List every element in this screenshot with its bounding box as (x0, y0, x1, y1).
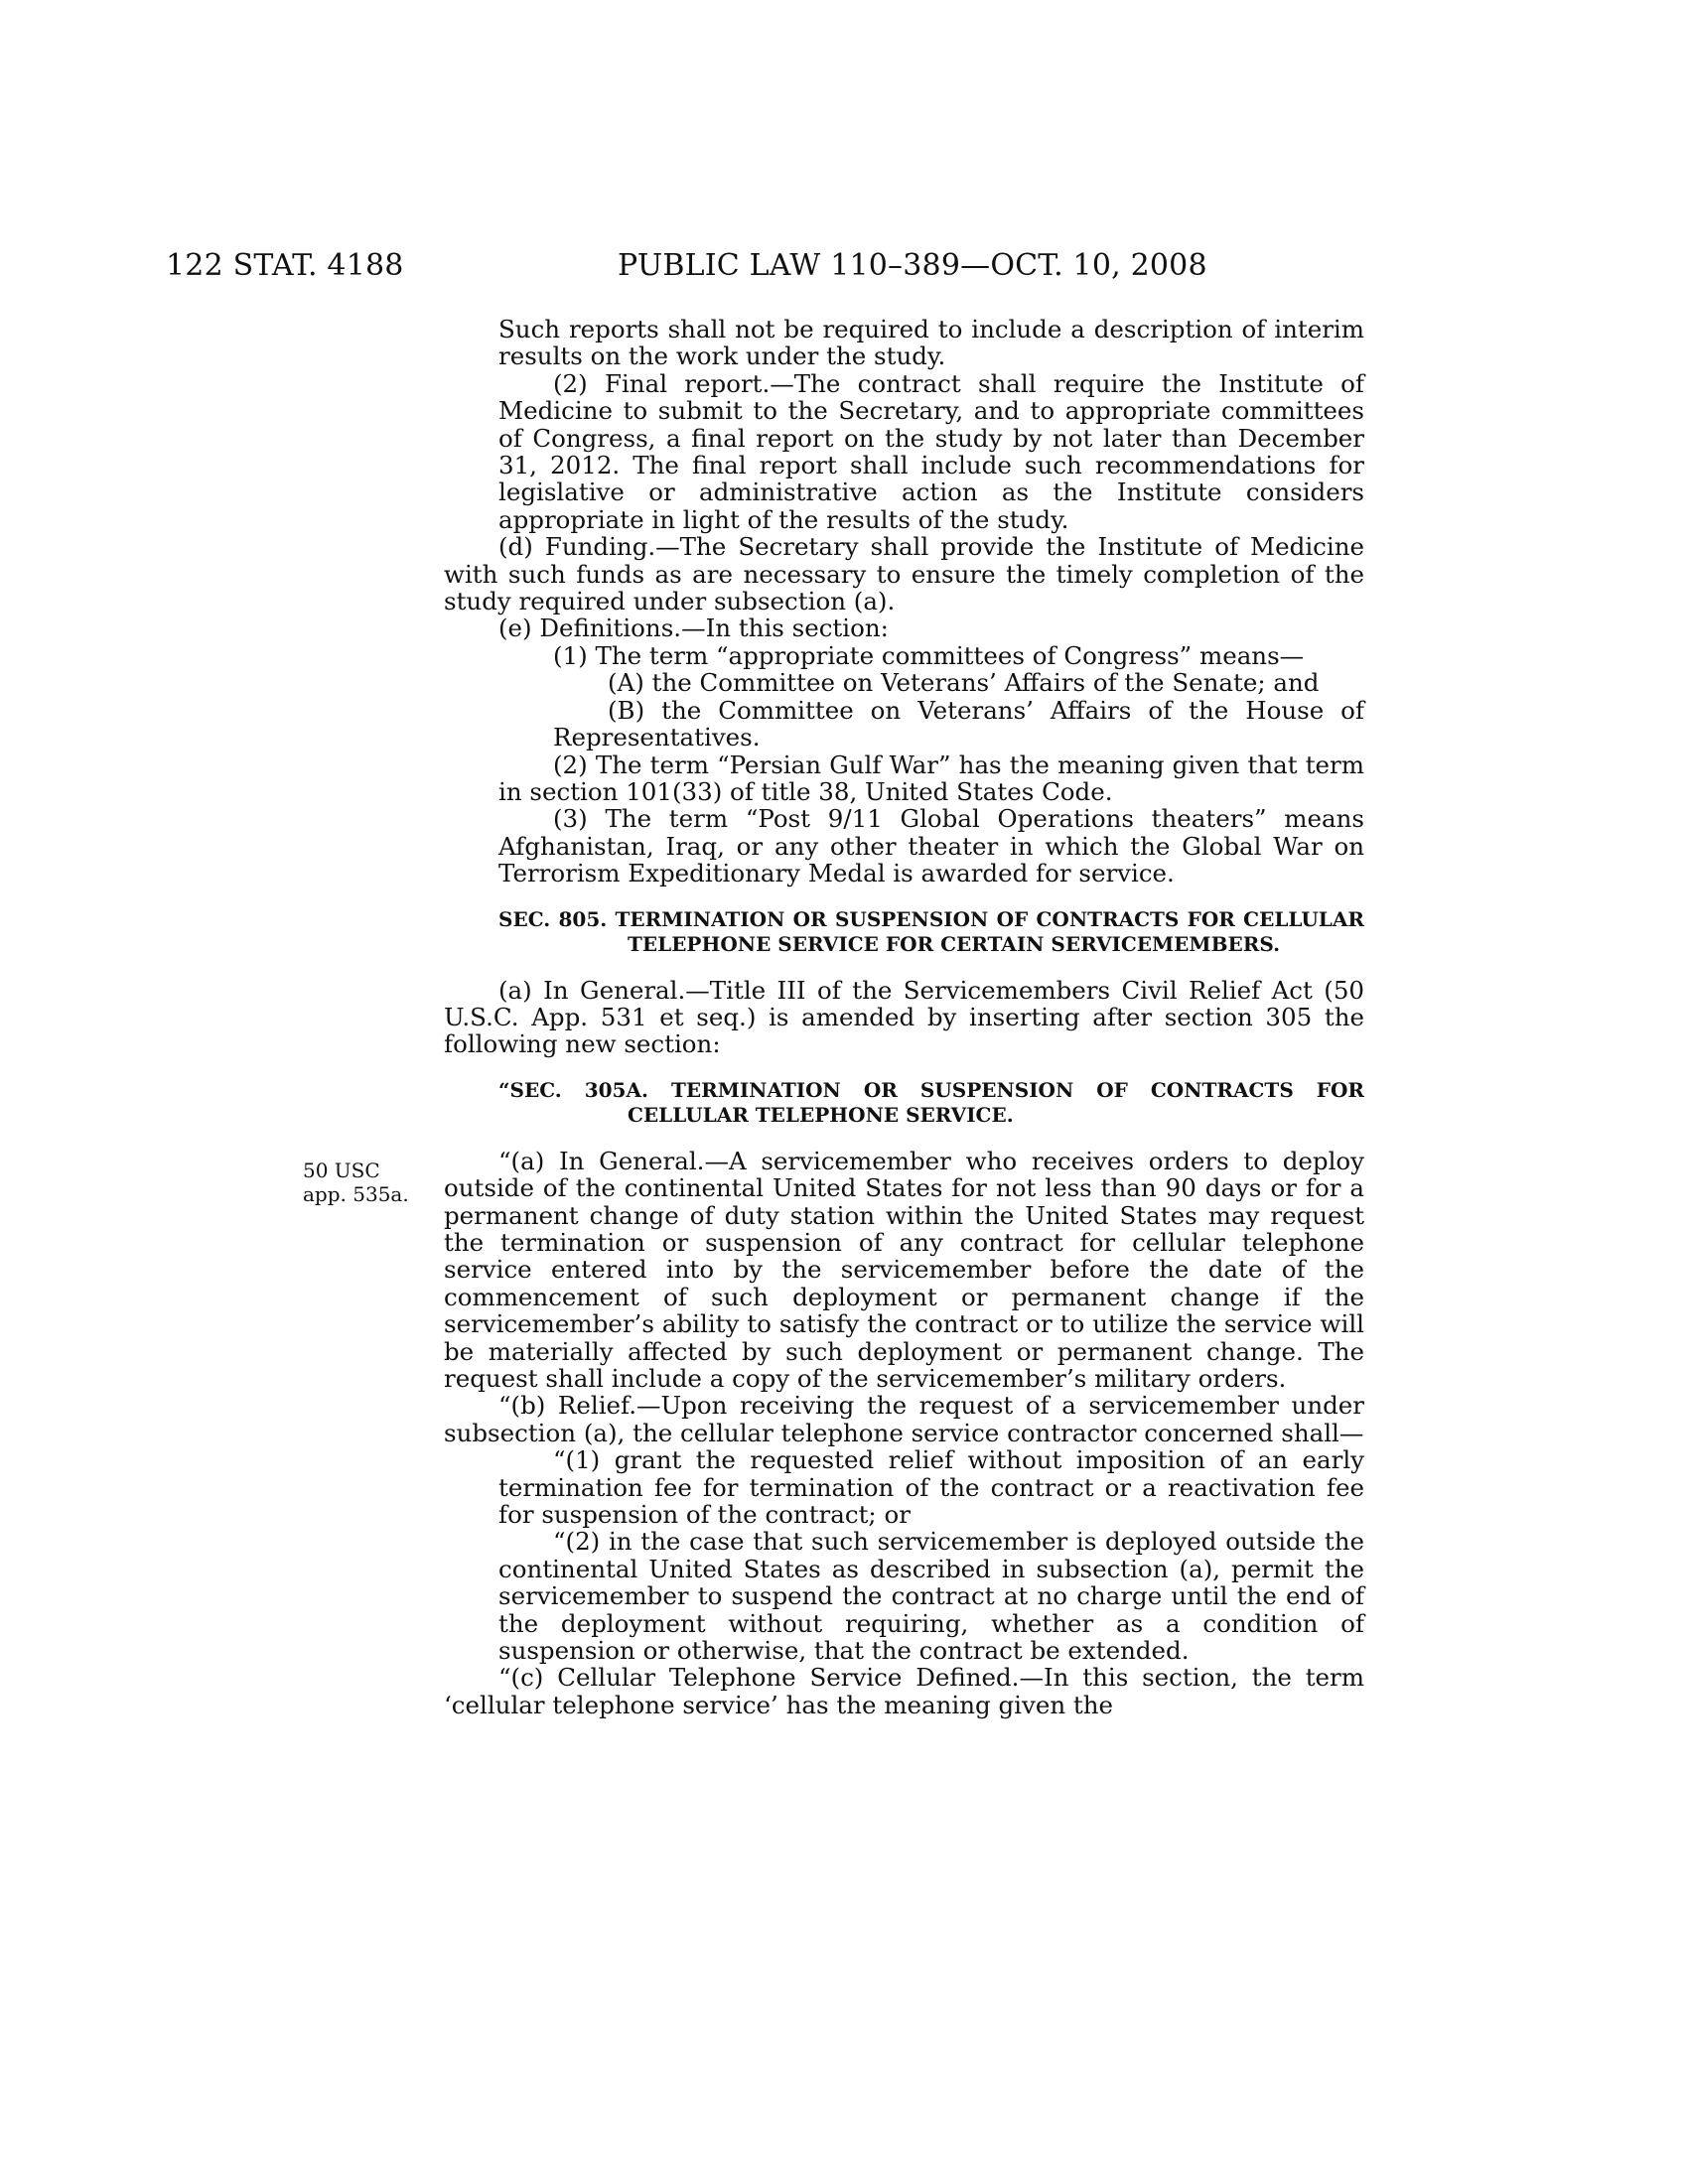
document-body (444, 315, 1364, 1719)
paragraph: (2) The term “Persian Gulf War” has the meaning given that term in section 101(33) of title 38, United States Code. (498, 750, 1364, 806)
paragraph: “(c) Cellular Telephone Service Defined.—In this section, the term ‘cellular telephone service’ has the meaning given the (444, 1663, 1364, 1719)
paragraph: (B) the Committee on Veterans’ Affairs of the House of Representatives. (553, 695, 1364, 752)
paragraph: “(2) in the case that such servicemember is deployed outside the continental United States as described in subsection (a), permit the servicemember to suspend the contract at no charge until the end of the deployment without requiring, whether as a condition of suspension or otherwise, that the contract be extended. (498, 1527, 1364, 1666)
paragraph: (A) the Committee on Veterans’ Affairs of the Senate; and (608, 668, 1320, 698)
margin-citation-line: app. 535a. (303, 1182, 409, 1206)
paragraph: “(1) grant the requested relief without imposition of an early termination fee for termination of the contract or a reactivation fee for suspension of the contract; or (498, 1445, 1364, 1530)
paragraph: (a) In General.—Title III of the Servicemembers Civil Relief Act (50 U.S.C. App. 531 et seq.) is amended by inserting after section 305 the following new section: (444, 975, 1364, 1059)
section-heading: “SEC. 305A. TERMINATION OR SUSPENSION OF CONTRACTS FOR CELLULAR TELEPHONE SERVICE. (498, 1077, 1364, 1127)
margin-citation (303, 1159, 422, 1206)
paragraph: Such reports shall not be required to include a description of interim results on the work under the study. (498, 315, 1364, 371)
paragraph: “(a) In General.—A servicemember who receives orders to deploy outside of the continental United States for not less than 90 days or for a permanent change of duty station within the United States may request the termination or suspension of any contract for cellular telephone service entered into by the servicemember before the date of the commencement of such deployment or permanent change if the servicemember’s ability to satisfy the contract or to utilize the service will be materially affected by such deployment or permanent change. The request shall include a copy of the servicemember’s military orders. (444, 1146, 1364, 1393)
margin-citation-line: 50 USC (303, 1159, 380, 1182)
paragraph: (1) The term “appropriate committees of Congress” means— (553, 640, 1305, 670)
paragraph: (e) Definitions.—In this section: (498, 614, 889, 643)
section-heading: SEC. 805. TERMINATION OR SUSPENSION OF CONTRACTS FOR CELLULAR TELEPHONE SERVICE FOR CERTAIN SERVICEMEMBERS. (498, 906, 1364, 956)
paragraph: (2) Final report.—The contract shall require the Institute of Medicine to submit to the Secretary, and to appropriate committees of Congress, a final report on the study by not later than December 31, 2012. The final report shall include such recommendations for legislative or administrative action as the Institute considers appropriate in light of the results of the study. (498, 368, 1364, 534)
paragraph: (d) Funding.—The Secretary shall provide the Institute of Medicine with such funds as are necessary to ensure the timely completion of the study required under subsection (a). (444, 532, 1364, 616)
page-citation: 122 STAT. 4188 (166, 248, 404, 283)
running-head: PUBLIC LAW 110–389—OCT. 10, 2008 (618, 248, 1207, 283)
paragraph: “(b) Relief.—Upon receiving the request of a servicemember under subsection (a), the cellular telephone service contractor concerned shall— (444, 1391, 1364, 1447)
paragraph: (3) The term “Post 9/11 Global Operations theaters” means Afghanistan, Iraq, or any other theater in which the Global War on Terrorism Expeditionary Medal is awarded for service. (498, 804, 1364, 888)
